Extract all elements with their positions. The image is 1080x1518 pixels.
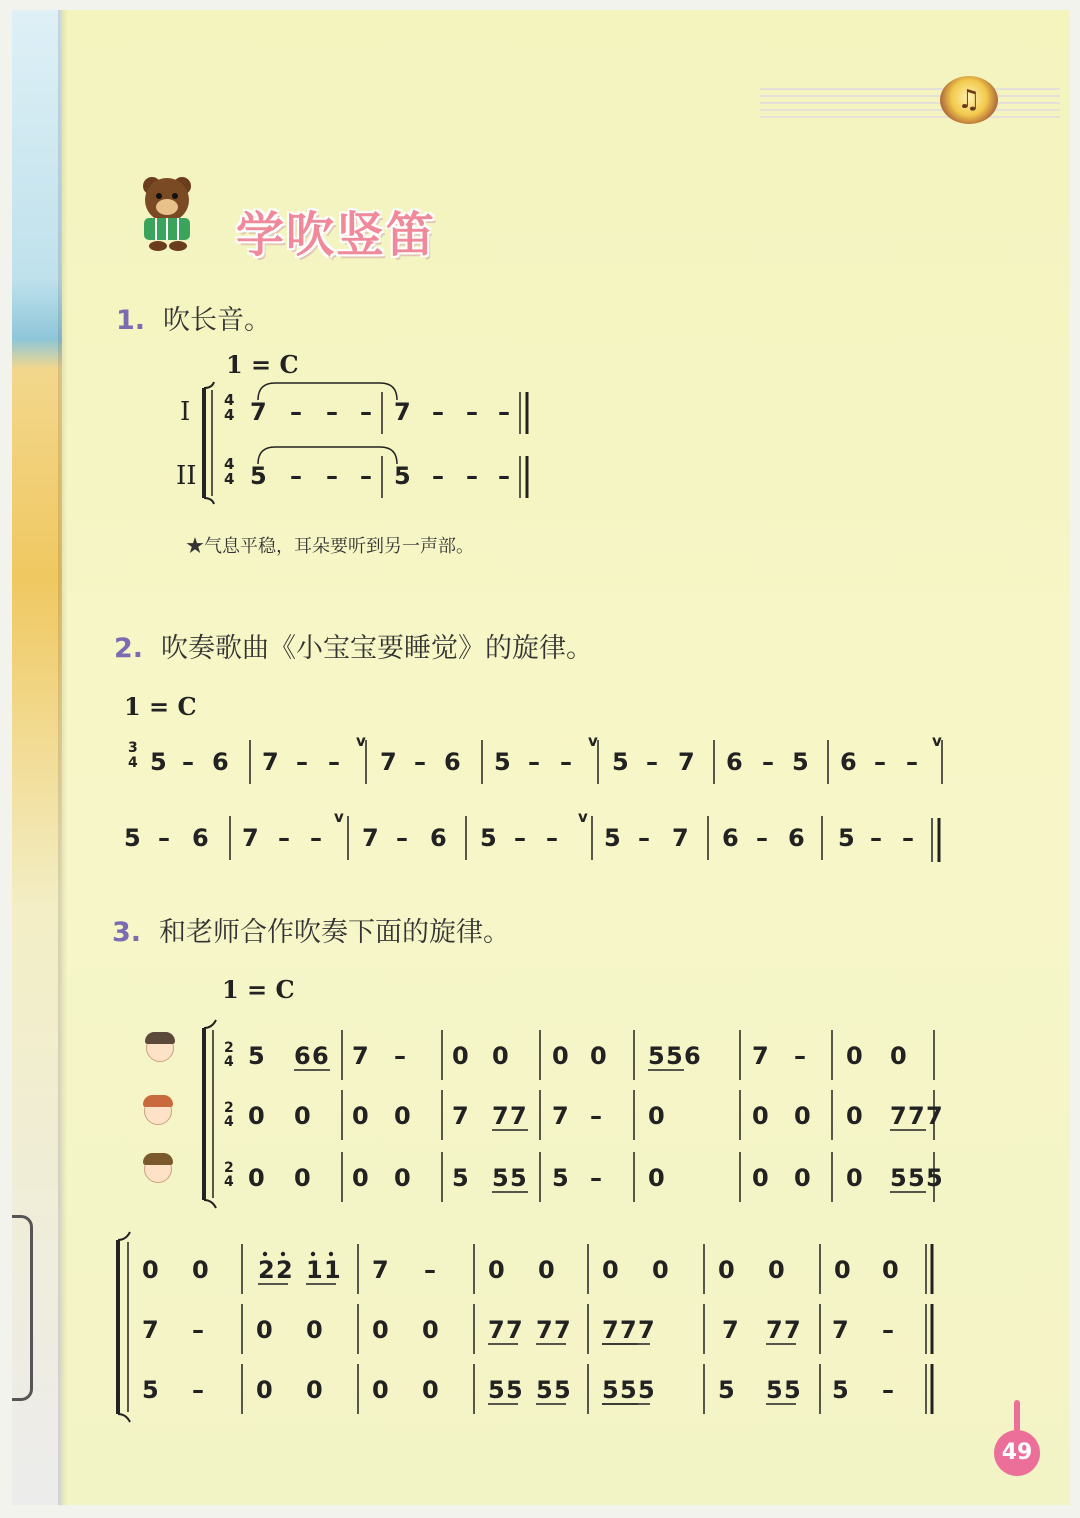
note: 0 (248, 1164, 265, 1192)
note: 6 (684, 1042, 701, 1070)
dash: – (560, 748, 572, 776)
note: 7 (352, 1042, 369, 1070)
section-number: 3. (112, 917, 142, 948)
note: 5 (494, 748, 511, 776)
note: 0 (718, 1256, 735, 1284)
note: 0 (294, 1164, 311, 1192)
time-sig-top: 3 (128, 740, 138, 756)
system-bracket-bottom (118, 1414, 130, 1422)
dash: – (882, 1316, 894, 1344)
note: 5 (248, 1042, 265, 1070)
note: 2 (276, 1256, 293, 1284)
note: 0 (846, 1042, 863, 1070)
note: 0 (652, 1256, 669, 1284)
dash: – (328, 748, 340, 776)
dash: – (466, 462, 478, 490)
note: 7 (536, 1316, 553, 1344)
time-sig-bottom: 4 (128, 755, 138, 771)
note: 1 (306, 1256, 323, 1284)
note: 5 (150, 748, 167, 776)
note: 7 (492, 1102, 509, 1130)
dash: – (414, 748, 426, 776)
note: 7 (262, 748, 279, 776)
time-sig-bottom: 4 (224, 1114, 234, 1130)
note: 0 (492, 1042, 509, 1070)
note: 5 (124, 824, 141, 852)
note: 7 (752, 1042, 769, 1070)
note: 0 (552, 1042, 569, 1070)
recorder-emblem-icon: ♫ (940, 76, 998, 124)
dash: – (528, 748, 540, 776)
dash: – (870, 824, 882, 852)
note: 6 (192, 824, 209, 852)
dash: – (646, 748, 658, 776)
voice-label: I (180, 397, 191, 427)
dash: – (882, 1376, 894, 1404)
dash: – (360, 462, 372, 490)
note: 0 (352, 1164, 369, 1192)
note: 6 (722, 824, 739, 852)
dash: – (498, 462, 510, 490)
dash: – (394, 1042, 406, 1070)
note: 0 (142, 1256, 159, 1284)
note: 7 (722, 1316, 739, 1344)
note: 0 (256, 1316, 273, 1344)
note: 0 (648, 1164, 665, 1192)
note: 7 (250, 398, 267, 426)
note: 5 (506, 1376, 523, 1404)
note: 0 (890, 1042, 907, 1070)
note: 5 (250, 462, 267, 490)
note: 6 (212, 748, 229, 776)
key-signature: 1 = C (226, 350, 299, 379)
note: 7 (602, 1316, 619, 1344)
page-number: 49 (994, 1430, 1040, 1476)
octave-dot (329, 1252, 333, 1256)
note: 0 (394, 1164, 411, 1192)
note: 0 (452, 1042, 469, 1070)
note: 0 (372, 1376, 389, 1404)
time-sig-bottom: 4 (224, 1054, 234, 1070)
note: 5 (510, 1164, 527, 1192)
note: 5 (648, 1042, 665, 1070)
note: 6 (444, 748, 461, 776)
note: 0 (306, 1316, 323, 1344)
note: 0 (488, 1256, 505, 1284)
note: 0 (752, 1164, 769, 1192)
dash: – (432, 398, 444, 426)
dash: – (326, 462, 338, 490)
dash: – (290, 462, 302, 490)
note: 7 (784, 1316, 801, 1344)
note: 7 (638, 1316, 655, 1344)
system-bracket-top (204, 382, 214, 388)
dash: – (192, 1316, 204, 1344)
note: 0 (422, 1316, 439, 1344)
dash: – (874, 748, 886, 776)
note: 7 (832, 1316, 849, 1344)
note: 1 (324, 1256, 341, 1284)
note: 7 (362, 824, 379, 852)
octave-dot (263, 1252, 267, 1256)
breath-mark: v (932, 732, 942, 750)
note: 0 (394, 1102, 411, 1130)
dash: – (762, 748, 774, 776)
note: 5 (488, 1376, 505, 1404)
note: 5 (142, 1376, 159, 1404)
note: 0 (256, 1376, 273, 1404)
time-sig-top: 4 (224, 455, 235, 473)
note: 7 (380, 748, 397, 776)
dash: – (756, 824, 768, 852)
note: 7 (452, 1102, 469, 1130)
note: 0 (590, 1042, 607, 1070)
note: 7 (372, 1256, 389, 1284)
note: 5 (452, 1164, 469, 1192)
dash: – (396, 824, 408, 852)
note: 7 (142, 1316, 159, 1344)
system-bracket-bottom (204, 1200, 216, 1208)
page-number-stem (1014, 1400, 1020, 1432)
note: 6 (726, 748, 743, 776)
system-bracket-top (118, 1232, 130, 1240)
time-sig-bottom: 4 (224, 1174, 234, 1190)
dash: – (360, 398, 372, 426)
section-text: 吹奏歌曲《小宝宝要睡觉》的旋律。 (161, 633, 594, 664)
section-text: 和老师合作吹奏下面的旋律。 (159, 917, 511, 948)
section-number: 2. (114, 633, 144, 664)
note: 0 (248, 1102, 265, 1130)
note: 0 (752, 1102, 769, 1130)
dash: – (192, 1376, 204, 1404)
page-title: 学吹竖笛 (236, 207, 437, 263)
note: 0 (306, 1376, 323, 1404)
note: 5 (926, 1164, 943, 1192)
time-sig-bottom: 4 (224, 470, 235, 488)
note: 0 (294, 1102, 311, 1130)
dash: – (638, 824, 650, 852)
breath-mark: v (334, 808, 344, 826)
note: 0 (602, 1256, 619, 1284)
note: 5 (604, 824, 621, 852)
dash: – (182, 748, 194, 776)
note: 7 (394, 398, 411, 426)
dash: – (310, 824, 322, 852)
section-number: 1. (116, 305, 146, 336)
dash: – (296, 748, 308, 776)
dash: – (902, 824, 914, 852)
note: 5 (480, 824, 497, 852)
dash: – (546, 824, 558, 852)
dash: – (432, 462, 444, 490)
note: 5 (766, 1376, 783, 1404)
key-signature: 1 = C (124, 692, 197, 721)
note: 7 (552, 1102, 569, 1130)
dash: – (290, 398, 302, 426)
system-bracket-top (204, 1020, 216, 1028)
note: 7 (908, 1102, 925, 1130)
note: 0 (768, 1256, 785, 1284)
note: 5 (792, 748, 809, 776)
note: 5 (838, 824, 855, 852)
time-sig-top: 2 (224, 1040, 234, 1056)
section-text: 吹长音。 (163, 305, 272, 336)
note: 5 (890, 1164, 907, 1192)
note: 7 (506, 1316, 523, 1344)
time-sig-top: 2 (224, 1100, 234, 1116)
note: 0 (794, 1102, 811, 1130)
note: 7 (926, 1102, 943, 1130)
dash: – (498, 398, 510, 426)
octave-dot (311, 1252, 315, 1256)
note: 0 (794, 1164, 811, 1192)
note: 7 (890, 1102, 907, 1130)
note: 6 (294, 1042, 311, 1070)
note: 0 (422, 1376, 439, 1404)
note: 6 (840, 748, 857, 776)
dash: – (906, 748, 918, 776)
note: 5 (638, 1376, 655, 1404)
note: 0 (352, 1102, 369, 1130)
note: 7 (766, 1316, 783, 1344)
note: 6 (312, 1042, 329, 1070)
note: 5 (492, 1164, 509, 1192)
note: 6 (430, 824, 447, 852)
time-sig-top: 2 (224, 1160, 234, 1176)
breath-mark: v (588, 732, 598, 750)
note: 5 (718, 1376, 735, 1404)
note: 5 (554, 1376, 571, 1404)
system-bracket-bottom (204, 498, 214, 504)
note: 0 (834, 1256, 851, 1284)
note: 0 (846, 1164, 863, 1192)
note: 2 (258, 1256, 275, 1284)
dash: – (590, 1164, 602, 1192)
note: 7 (620, 1316, 637, 1344)
note: 0 (538, 1256, 555, 1284)
dash: – (278, 824, 290, 852)
note: 0 (882, 1256, 899, 1284)
note: 7 (554, 1316, 571, 1344)
octave-dot (281, 1252, 285, 1256)
dash: – (158, 824, 170, 852)
dash: – (794, 1042, 806, 1070)
practice-tip: ★气息平稳，耳朵要听到另一声部。 (186, 536, 474, 557)
note: 0 (192, 1256, 209, 1284)
time-sig-bottom: 4 (224, 406, 235, 424)
dash: – (466, 398, 478, 426)
note: 5 (784, 1376, 801, 1404)
note: 5 (602, 1376, 619, 1404)
note: 0 (648, 1102, 665, 1130)
note: 5 (394, 462, 411, 490)
note: 5 (908, 1164, 925, 1192)
dash: – (424, 1256, 436, 1284)
note: 7 (672, 824, 689, 852)
note: 5 (552, 1164, 569, 1192)
note: 5 (666, 1042, 683, 1070)
note: 7 (488, 1316, 505, 1344)
dash: – (326, 398, 338, 426)
note: 0 (846, 1102, 863, 1130)
dash: – (514, 824, 526, 852)
note: 5 (536, 1376, 553, 1404)
note: 6 (788, 824, 805, 852)
breath-mark: v (578, 808, 588, 826)
breath-mark: v (356, 732, 366, 750)
key-signature: 1 = C (222, 975, 295, 1004)
note: 7 (242, 824, 259, 852)
dash: – (590, 1102, 602, 1130)
note: 0 (372, 1316, 389, 1344)
time-sig-top: 4 (224, 391, 235, 409)
voice-label: II (176, 461, 197, 491)
note: 7 (510, 1102, 527, 1130)
note: 5 (612, 748, 629, 776)
note: 5 (832, 1376, 849, 1404)
note: 5 (620, 1376, 637, 1404)
note: 7 (678, 748, 695, 776)
